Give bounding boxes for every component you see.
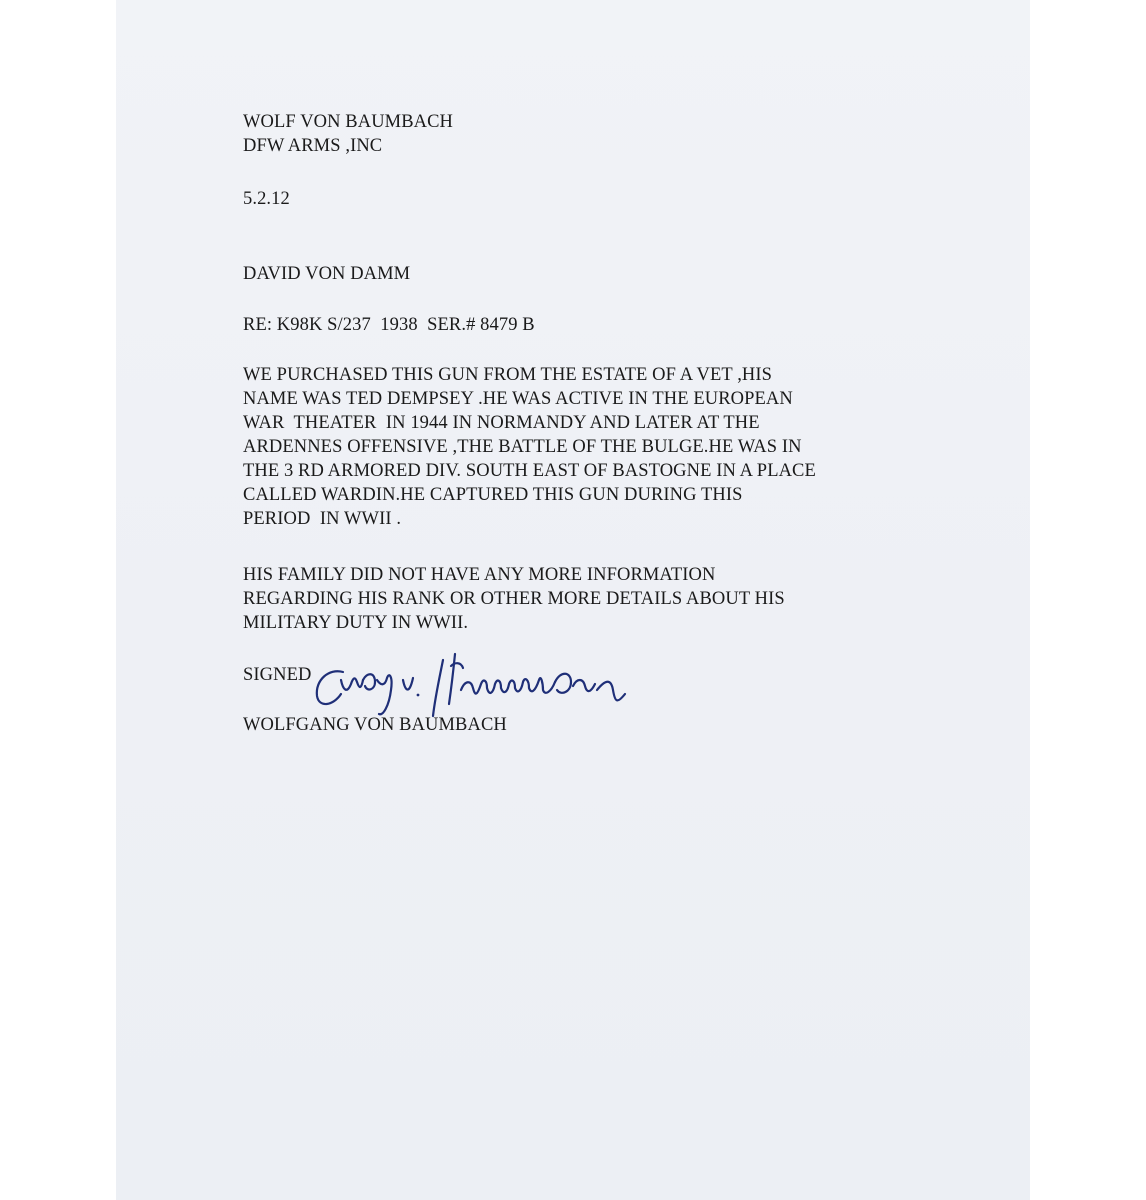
letter-date: 5.2.12 [243, 189, 290, 209]
paragraph-line: WAR THEATER IN 1944 IN NORMANDY AND LATER AT THE [243, 413, 760, 433]
sender-name: WOLF VON BAUMBACH [243, 112, 454, 132]
paragraph-line: CALLED WARDIN.HE CAPTURED THIS GUN DURING THIS [243, 485, 743, 505]
subject-line: RE: K98K S/237 1938 SER.# 8479 B [243, 315, 535, 335]
handwritten-signature [305, 650, 645, 730]
paragraph-line: HIS FAMILY DID NOT HAVE ANY MORE INFORMATION [243, 565, 716, 585]
paragraph-line: PERIOD IN WWII . [243, 509, 402, 529]
paragraph-line: MILITARY DUTY IN WWII. [243, 613, 469, 633]
paragraph-line: WE PURCHASED THIS GUN FROM THE ESTATE OF A VET ,HIS [243, 365, 773, 385]
recipient-name: DAVID VON DAMM [243, 264, 411, 284]
paragraph-line: ARDENNES OFFENSIVE ,THE BATTLE OF THE BULGE.HE WAS IN [243, 437, 802, 457]
signer-name: WOLFGANG VON BAUMBACH [243, 715, 507, 735]
signed-label: SIGNED [243, 665, 312, 685]
paragraph-line: REGARDING HIS RANK OR OTHER MORE DETAILS ABOUT HIS [243, 589, 785, 609]
paragraph-line: NAME WAS TED DEMPSEY .HE WAS ACTIVE IN THE EUROPEAN [243, 389, 793, 409]
sender-company: DFW ARMS ,INC [243, 136, 383, 156]
paragraph-line: THE 3 RD ARMORED DIV. SOUTH EAST OF BASTOGNE IN A PLACE [243, 461, 816, 481]
